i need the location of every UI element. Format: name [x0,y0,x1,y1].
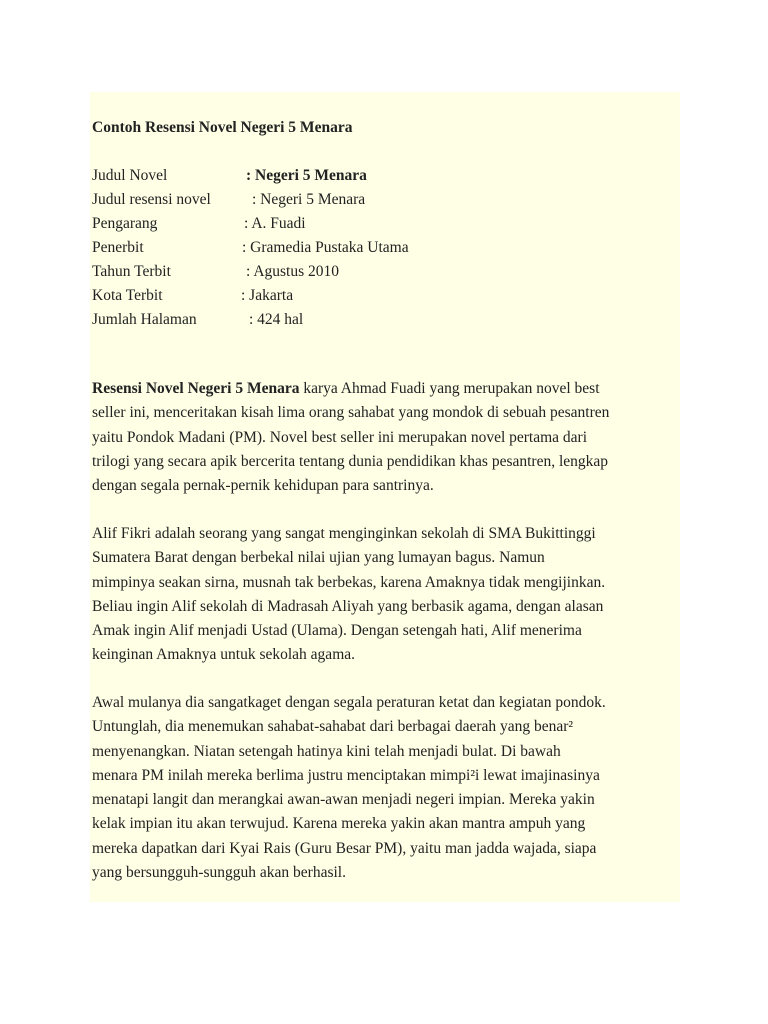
meta-row-tahun-terbit [92,262,340,282]
paragraph-line: trilogi yang secara apik bercerita tentang dunia pendidikan khas pesantren, lengkap [92,452,609,470]
meta-label: Tahun Terbit [92,263,171,280]
meta-label: Judul resensi novel [92,191,211,208]
meta-value: : Jakarta [241,287,294,304]
meta-row-kota-terbit [92,286,294,306]
meta-row-judul-resensi [92,190,366,210]
meta-value: : Negeri 5 Menara [246,167,367,184]
meta-value: : Gramedia Pustaka Utama [242,239,409,256]
paragraph-line: menara PM inilah mereka berlima justru menciptakan mimpi²i lewat imajinasinya [92,766,600,784]
paragraph-line: seller ini, menceritakan kisah lima orang sahabat yang mondok di sebuah pesantren [92,404,610,422]
meta-label: Jumlah Halaman [92,311,197,328]
paragraph-line: Alif Fikri adalah seorang yang sangat menginginkan sekolah di SMA Bukittinggi [92,525,596,542]
meta-row-jumlah-halaman [92,310,304,330]
paragraph-lead: Resensi Novel Negeri 5 Menara [92,380,300,397]
paragraph-line: kelak impian itu akan terwujud. Karena mereka yakin akan mantra ampuh yang [92,815,586,833]
paragraph-line: yang bersungguh-sungguh akan berhasil. [92,864,346,882]
paragraph-intro [92,377,692,498]
paragraph-line: mimpinya seakan sirna, musnah tak berbekas, karena Amaknya tidak mengijinkan. [92,573,606,591]
meta-row-judul-novel [92,166,367,186]
paragraph-line: yaitu Pondok Madani (PM). Novel best seller ini merupakan novel pertama dari [92,428,588,446]
paragraph-awal [92,691,692,885]
paragraph-line: Beliau ingin Alif sekolah di Madrasah Aliyah yang berbasik agama, dengan alasan [92,597,604,615]
paragraph-line: mereka dapatkan dari Kyai Rais (Guru Besar PM), yaitu man jadda wajada, siapa [92,839,597,857]
paragraph-line: keinginan Amaknya untuk sekolah agama. [92,646,356,664]
paragraph-line: Untunglah, dia menemukan sahabat-sahabat dari berbagai daerah yang benar² [92,718,574,736]
meta-label: Kota Terbit [92,287,163,304]
paragraph-line: Sumatera Barat dengan berbekal nilai ujian yang lumayan bagus. Namun [92,549,545,567]
meta-value: : 424 hal [249,311,304,328]
paragraph-alif [92,522,692,668]
meta-value: : A. Fuadi [244,215,306,232]
meta-label: Judul Novel [92,167,168,184]
meta-row-pengarang [92,214,306,234]
paragraph-line: dengan segala pernak-pernik kehidupan para santrinya. [92,477,434,495]
paragraph-line: Resensi Novel Negeri 5 Menara karya Ahmad Fuadi yang merupakan novel best [92,380,600,397]
meta-value: : Agustus 2010 [246,263,340,280]
document-title: Contoh Resensi Novel Negeri 5 Menara [92,119,353,136]
meta-row-penerbit [92,238,409,258]
paragraph-line: Awal mulanya dia sangatkaget dengan segala peraturan ketat dan kegiatan pondok. [92,694,606,711]
paragraph-line: menatapi langit dan merangkai awan-awan menjadi negeri impian. Mereka yakin [92,791,595,809]
meta-label: Pengarang [92,215,158,232]
meta-value: : Negeri 5 Menara [252,191,366,208]
meta-label: Penerbit [92,239,144,256]
paragraph-line: Amak ingin Alif menjadi Ustad (Ulama). Dengan setengah hati, Alif menerima [92,622,582,640]
paragraph-line: menyenangkan. Niatan setengah hatinya kini telah menjadi bulat. Di bawah [92,742,561,760]
